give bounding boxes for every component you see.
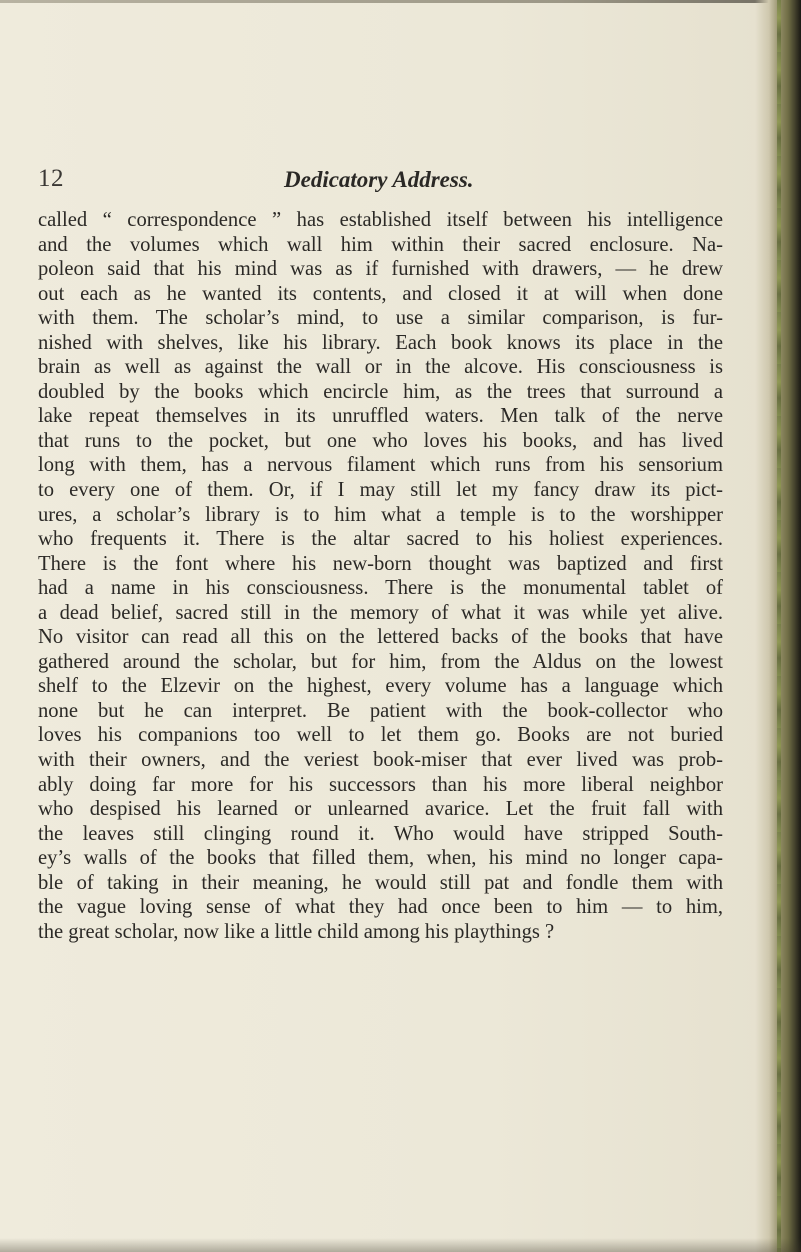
page-top-edge [0,0,801,3]
text-line: There is the font where his new-born thought was baptized and first [38,552,723,575]
page-bottom-shadow [0,1238,801,1252]
text-line: the great scholar, now like a little child among his playthings ? [38,920,555,943]
page-number: 12 [38,165,64,192]
text-line: ably doing far more for his successors than his more liberal neighbor [38,773,723,796]
text-line: long with them, has a nervous filament which runs from his sensorium [38,454,723,477]
text-line: with their owners, and the veriest book-miser that ever lived was prob- [38,749,723,772]
text-line: poleon said that his mind was as if furnished with drawers, — he drew [38,258,723,281]
body-text [38,208,723,944]
text-line: who frequents it. There is the altar sacred to his holiest experiences. [38,528,723,551]
text-line: had a name in his consciousness. There is the monumental tablet of [38,577,723,600]
text-line: shelf to the Elzevir on the highest, every volume has a language which [38,675,723,698]
text-line: gathered around the scholar, but for him, from the Aldus on the lowest [38,650,723,673]
text-line: the vague loving sense of what they had once been to him — to him, [38,896,723,919]
text-line: to every one of them. Or, if I may still let my fancy draw its pict- [38,479,723,502]
text-line: brain as well as against the wall or in the alcove. His consciousness is [38,356,723,379]
text-line: loves his companions too well to let them go. Books are not buried [38,724,723,747]
text-line: the leaves still clinging round it. Who would have stripped South- [38,822,723,845]
running-head: Dedicatory Address. [284,167,474,192]
text-line: ble of taking in their meaning, he would still pat and fondle them with [38,871,723,894]
text-line: ey’s walls of the books that filled them, when, his mind no longer capa- [38,847,723,870]
text-line: that runs to the pocket, but one who loves his books, and has lived [38,429,723,452]
text-line: none but he can interpret. Be patient with the book-collector who [38,699,723,722]
book-spine-edge [755,0,801,1252]
text-line: and the volumes which wall him within their sacred enclosure. Na- [38,233,723,256]
text-line: No visitor can read all this on the lettered backs of the books that have [38,626,723,649]
text-line: who despised his learned or unlearned avarice. Let the fruit fall with [38,798,723,821]
text-line: nished with shelves, like his library. Each book knows its place in the [38,331,723,354]
text-line: doubled by the books which encircle him, as the trees that surround a [38,380,723,403]
page-header [38,165,718,197]
text-line: out each as he wanted its contents, and closed it at will when done [38,282,723,305]
text-line: a dead belief, sacred still in the memory of what it was while yet alive. [38,601,723,624]
text-line: called “ correspondence ” has established itself between his intelligence [38,209,723,231]
text-line: ures, a scholar’s library is to him what a temple is to the worshipper [38,503,723,526]
text-line: with them. The scholar’s mind, to use a similar comparison, is fur- [38,307,723,330]
text-line: lake repeat themselves in its unruffled waters. Men talk of the nerve [38,405,723,428]
